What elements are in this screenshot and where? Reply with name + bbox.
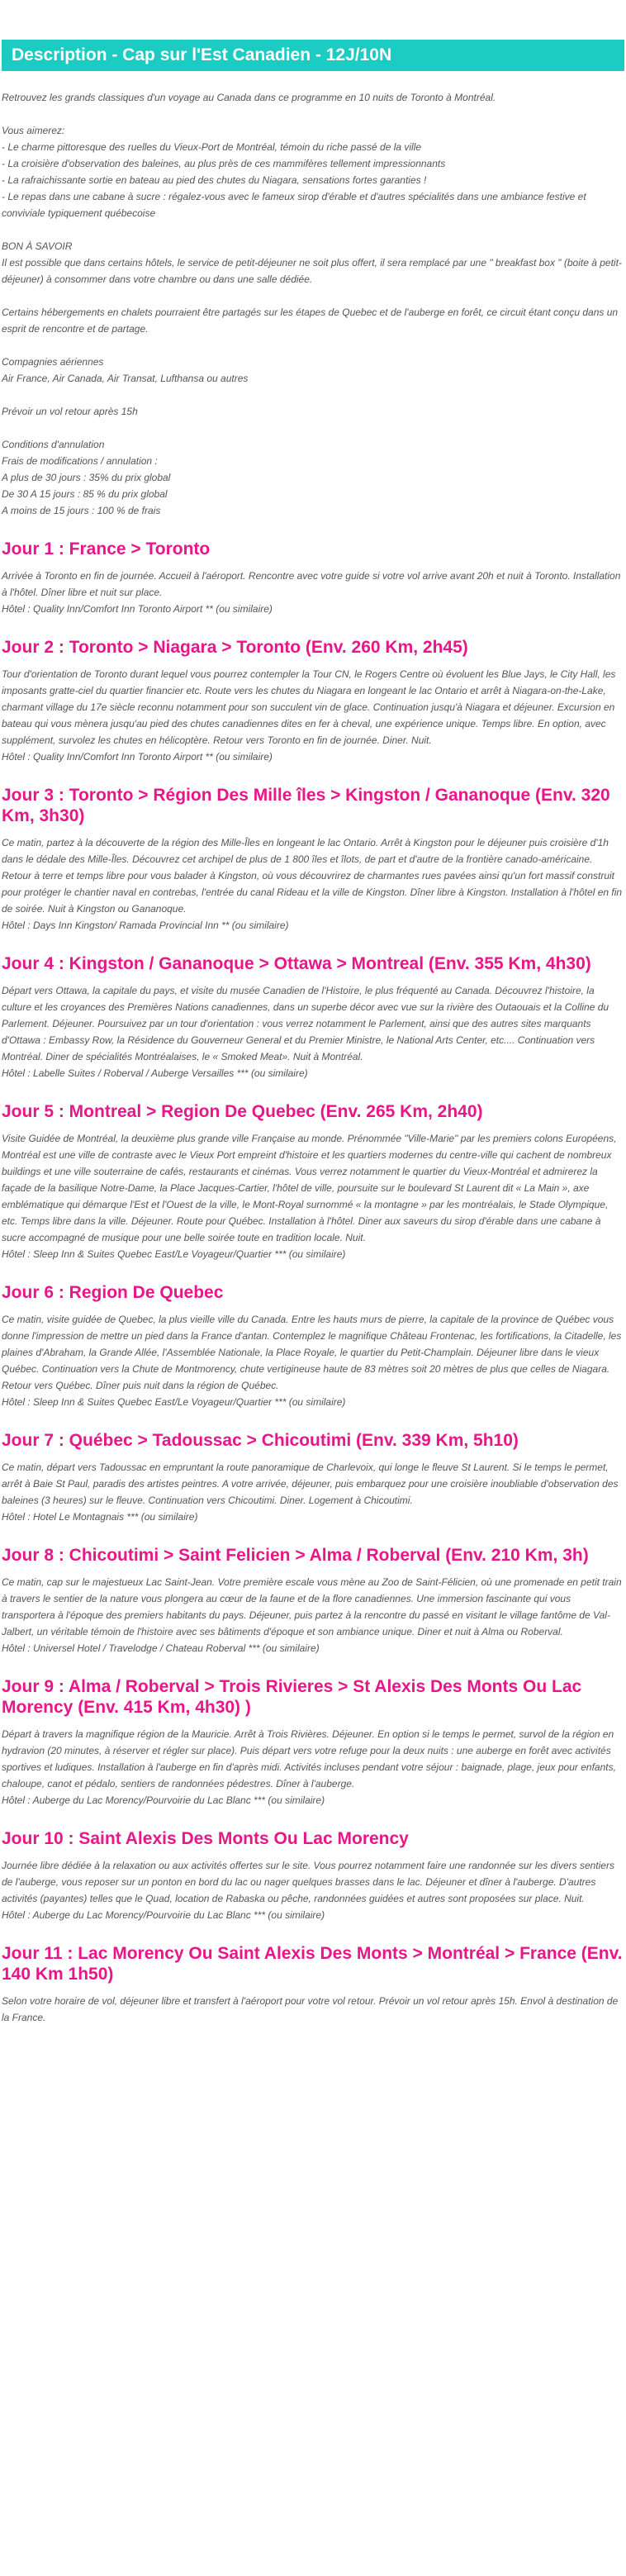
day-description: Départ à travers la magnifique région de la Mauricie. Arrêt à Trois Rivières. Déjeuner. En option si le temps le permet, survol de la région en hydravion (20 minutes, à réserver et régler sur place). Puis départ vers votre refuge pour la deux nuits : une auberge en forêt avec activités sportives et ludiques. Installation à l'auberge en fin d'après midi. Activités incluses pendant votre séjour : baignade, plage, jeux pour enfants, chaloupe, canot et pédalo, sentiers de randonnées pédestres. Dîner à l'auberge. xyxy=(2,1728,616,1789)
aimerez-item: - Le repas dans une cabane à sucre : régalez-vous avec le fameux sirop d'érable et d'autres spécialités dans une ambiance festive et conviviale typiquement québecoise xyxy=(2,191,586,219)
day-title: Jour 10 : Saint Alexis Des Monts Ou Lac Morency xyxy=(2,1829,409,1848)
day-description: Journée libre dédiée à la relaxation ou aux activités offertes sur le site. Vous pourrez notamment faire une randonnée sur les divers sentiers de l'auberge, vous reposer sur un ponton en bord du lac ou nager quelques brasses dans le lac. Déjeuner et dîner à l'auberge. D'autres activités (payantes) telles que le Quad, location de Rabaska ou pêche, randonnées guidées et autres sont proposées sur place. Nuit. xyxy=(2,1860,614,1904)
annulation-line: De 30 A 15 jours : 85 % du prix global xyxy=(2,488,168,500)
day-description: Ce matin, départ vers Tadoussac en empruntant la route panoramique de Charlevoix, qui longe le fleuve St Laurent. Si le temps le permet, arrêt à Baie St Paul, paradis des artistes peintres. A votre arrivée, déjeuner, puis embarquez pour une croisière inoubliable d'observation des baleines (3 heures) sur le fleuve. Continuation vers Chicoutimi. Diner. Logement à Chicoutimi. xyxy=(2,1461,619,1506)
compagnies-list: Air France, Air Canada, Air Transat, Lufthansa ou autres xyxy=(2,373,249,384)
day-description: Ce matin, visite guidée de Quebec, la plus vieille ville du Canada. Entre les hauts murs de pierre, la capitale de la province de Québec vous donne l'impression de mettre un pied dans la France d'antan. Contemplez le magnifique Château Frontenac, les fortifications, la Citadelle, les plaines d'Abraham, la Grande Allée, l'Assemblée Nationale, la Place Royale, le quartier du Petit-Champlain. Déjeuner libre dans le vieux Québec. Continuation vers la Chute de Montmorency, chute vertigineuse haute de 83 mètres soit 20 mètres de plus que celles de Niagara. Retour vers Québec. Dîner puis nuit dans la région de Québec. xyxy=(2,1314,622,1391)
day-8 xyxy=(2,1545,624,1656)
day-6 xyxy=(2,1282,624,1410)
day-title: Jour 1 : France > Toronto xyxy=(2,539,211,558)
day-title: Jour 11 : Lac Morency Ou Saint Alexis Des Monts > Montréal > France (Env. 140 Km 1h50) xyxy=(2,1944,623,1984)
day-title: Jour 5 : Montreal > Region De Quebec (Env. 265 Km, 2h40) xyxy=(2,1102,483,1121)
day-9 xyxy=(2,1676,624,1808)
day-hotel: Hôtel : Hotel Le Montagnais *** (ou similaire) xyxy=(2,1511,198,1523)
day-title: Jour 8 : Chicoutimi > Saint Felicien > Alma / Roberval (Env. 210 Km, 3h) xyxy=(2,1546,589,1565)
day-4 xyxy=(2,953,624,1081)
day-hotel: Hôtel : Quality Inn/Comfort Inn Toronto Airport ** (ou similaire) xyxy=(2,603,273,615)
intro-section xyxy=(2,89,624,519)
annulation-line: A plus de 30 jours : 35% du prix global xyxy=(2,472,171,483)
hebergement-note: Certains hébergements en chalets pourraient être partagés sur les étapes de Quebec et de l'auberge en forêt, ce circuit étant conçu dans un esprit de rencontre et de partage. xyxy=(2,307,619,335)
day-1 xyxy=(2,539,624,617)
day-5 xyxy=(2,1101,624,1262)
day-description: Visite Guidée de Montréal, la deuxième plus grande ville Française au monde. Prénommée "Ville-Marie" par les premiers colons Européens, Montréal est une ville de contraste avec le Vieux Port empreint d'histoire et les quartiers modernes du centre-ville qui cachent de nombreux buildings et une ville souterraine de cafés, restaurants et cinémas. Vous verrez notamment le quartier du Vieux-Montréal et admirerez la façade de la basilique Notre-Dame, la Place Jacques-Cartier, l'hôtel de ville, poursuite sur le boulevard St Laurent dit « La Main », axe emblématique qui démarque l'Est et l'Ouest de la ville, le Mont-Royal surnommé « la montagne » par les montréalais, le Stade Olympique, etc. Temps libre dans la ville. Déjeuner. Route pour Québec. Installation à l'hôtel. Diner aux saveurs du sirop d'érable dans une cabane à sucre accompagné de musique pour une belle soirée toute en tradition locale. Nuit. xyxy=(2,1133,617,1243)
annulation-title: Conditions d'annulation xyxy=(2,439,105,450)
aimerez-item: - Le charme pittoresque des ruelles du Vieux-Port de Montréal, témoin du riche passé de la ville xyxy=(2,141,422,153)
day-description: Ce matin, cap sur le majestueux Lac Saint-Jean. Votre première escale vous mène au Zoo de Saint-Félicien, où une promenade en petit train à travers le sentier de la nature vous plongera au cœur de la faune et de la flore canadiennes. Une immersion fascinante qui vous transportera à l'époque des premiers habitants du pays. Déjeuner, puis partez à la rencontre du passé en visitant le village fantôme de Val-Jalbert, un véritable témoin de l'histoire avec ses bâtiments d'époque et son ambiance unique. Diner et nuit à Alma ou Roberval. xyxy=(2,1576,622,1637)
compagnies-title: Compagnies aériennes xyxy=(2,356,104,368)
aimerez-item: - La rafraichissante sortie en bateau au pied des chutes du Niagara, sensations fortes garanties ! xyxy=(2,174,427,186)
vous-aimerez xyxy=(2,122,624,221)
day-hotel: Hôtel : Labelle Suites / Roberval / Auberge Versailles *** (ou similaire) xyxy=(2,1067,308,1079)
day-10 xyxy=(2,1828,624,1923)
day-11 xyxy=(2,1943,624,2026)
day-hotel: Hôtel : Days Inn Kingston/ Ramada Provincial Inn ** (ou similaire) xyxy=(2,920,289,931)
day-hotel: Hôtel : Universel Hotel / Travelodge / Chateau Roberval *** (ou similaire) xyxy=(2,1642,320,1654)
day-7 xyxy=(2,1430,624,1525)
day-hotel: Hôtel : Sleep Inn & Suites Quebec East/Le Voyageur/Quartier *** (ou similaire) xyxy=(2,1248,346,1260)
bon-a-savoir-text: Il est possible que dans certains hôtels, le service de petit-déjeuner ne soit plus offert, il sera remplacé par une " breakfast box " (boite à petit-déjeuner) à consommer dans votre chambre ou dans une salle dédiée. xyxy=(2,257,622,285)
day-hotel: Hôtel : Auberge du Lac Morency/Pourvoirie du Lac Blanc *** (ou similaire) xyxy=(2,1909,325,1921)
compagnies-aeriennes xyxy=(2,354,624,387)
day-description: Selon votre horaire de vol, déjeuner libre et transfert à l'aéroport pour votre vol retour. Prévoir un vol retour après 15h. Envol à destination de la France. xyxy=(2,1995,619,2023)
annulation-line: A moins de 15 jours : 100 % de frais xyxy=(2,505,161,516)
day-hotel: Hôtel : Quality Inn/Comfort Inn Toronto Airport ** (ou similaire) xyxy=(2,751,273,763)
conditions-annulation xyxy=(2,436,624,519)
day-title: Jour 9 : Alma / Roberval > Trois Rivieres > St Alexis Des Monts Ou Lac Morency (Env. 415 Km, 4h30) ) xyxy=(2,1677,582,1717)
day-title: Jour 7 : Québec > Tadoussac > Chicoutimi (Env. 339 Km, 5h10) xyxy=(2,1431,519,1450)
day-title: Jour 4 : Kingston / Gananoque > Ottawa > Montreal (Env. 355 Km, 4h30) xyxy=(2,954,591,973)
day-hotel: Hôtel : Sleep Inn & Suites Quebec East/Le Voyageur/Quartier *** (ou similaire) xyxy=(2,1396,346,1408)
day-2 xyxy=(2,637,624,765)
day-title: Jour 3 : Toronto > Région Des Mille îles > Kingston / Gananoque (Env. 320 Km, 3h30) xyxy=(2,786,610,825)
day-title: Jour 6 : Region De Quebec xyxy=(2,1283,224,1302)
description-banner: Description - Cap sur l'Est Canadien - 12J/10N xyxy=(2,40,624,71)
day-hotel: Hôtel : Auberge du Lac Morency/Pourvoirie du Lac Blanc *** (ou similaire) xyxy=(2,1794,325,1806)
day-description: Départ vers Ottawa, la capitale du pays, et visite du musée Canadien de l'Histoire, le plus fréquenté au Canada. Découvrez l'histoire, la culture et les croyances des Premières Nations canadiennes, dans un superbe décor avec vue sur la rivière des Outaouais et la Colline du Parlement. Déjeuner. Poursuivez par un tour d'orientation : vous verrez notamment le Parlement, ainsi que des autres sites marquants d'Ottawa : Embassy Row, la Résidence du Gouverneur General et du Premier Ministre, le National Arts Center, etc.... Continuation vers Montréal. Diner de spécialités Montréalaises, le « Smoked Meat». Nuit à Montréal. xyxy=(2,985,609,1062)
day-description: Arrivée à Toronto en fin de journée. Accueil à l'aéroport. Rencontre avec votre guide si votre vol arrive avant 20h et nuit à Toronto. Installation à l'hôtel. Dîner libre et nuit sur place. xyxy=(2,570,621,598)
bon-a-savoir-title: BON À SAVOIR xyxy=(2,240,73,252)
vol-retour-note: Prévoir un vol retour après 15h xyxy=(2,406,138,417)
day-description: Ce matin, partez à la découverte de la région des Mille-Îles en longeant le lac Ontario. Arrêt à Kingston pour le déjeuner puis croisière d'1h dans le dédale des Mille-Îles. Découvrez cet archipel de plus de 1 800 îles et îlots, de part et d'autre de la frontière canado-américaine. Retour à terre et temps libre pour vous balader à Kingston, où vous découvrirez de charmantes rues pavées ainsi qu'un fort massif construit pour protéger le chantier naval en contrebas, l'entrée du canal Rideau et la ville de Kingston. Dîner libre à Kingston. Installation à l'hôtel en fin de soirée. Nuit à Kingston ou Gananoque. xyxy=(2,837,623,915)
annulation-line: Frais de modifications / annulation : xyxy=(2,455,158,467)
day-3 xyxy=(2,785,624,934)
aimerez-item: - La croisière d'observation des baleines, au plus près de ces mammifères tellement impressionnants xyxy=(2,158,446,169)
day-description: Tour d'orientation de Toronto durant lequel vous pourrez contempler la Tour CN, le Rogers Centre où évoluent les Blue Jays, le City Hall, les imposants gratte-ciel du quartier financier etc. Route vers les chutes du Niagara en longeant le lac Ontario et arrêt à Niagara-on-the-Lake, charmant village du 17e siècle reconnu notamment pour son succulent vin de glace. Continuation jusqu'à Niagara et déjeuner. Excursion en bateau qui vous mènera jusqu'au pied des chutes canadiennes dites en fer à cheval, une expérience unique. Temps libre. En option, avec supplément, survolez les chutes en hélicoptère. Retour vers Toronto en fin de journée. Diner. Nuit. xyxy=(2,668,616,746)
day-title: Jour 2 : Toronto > Niagara > Toronto (Env. 260 Km, 2h45) xyxy=(2,638,468,657)
vous-aimerez-title: Vous aimerez: xyxy=(2,125,65,136)
bon-a-savoir xyxy=(2,238,624,288)
intro-lead: Retrouvez les grands classiques d'un voyage au Canada dans ce programme en 10 nuits de Toronto à Montréal. xyxy=(2,92,496,103)
